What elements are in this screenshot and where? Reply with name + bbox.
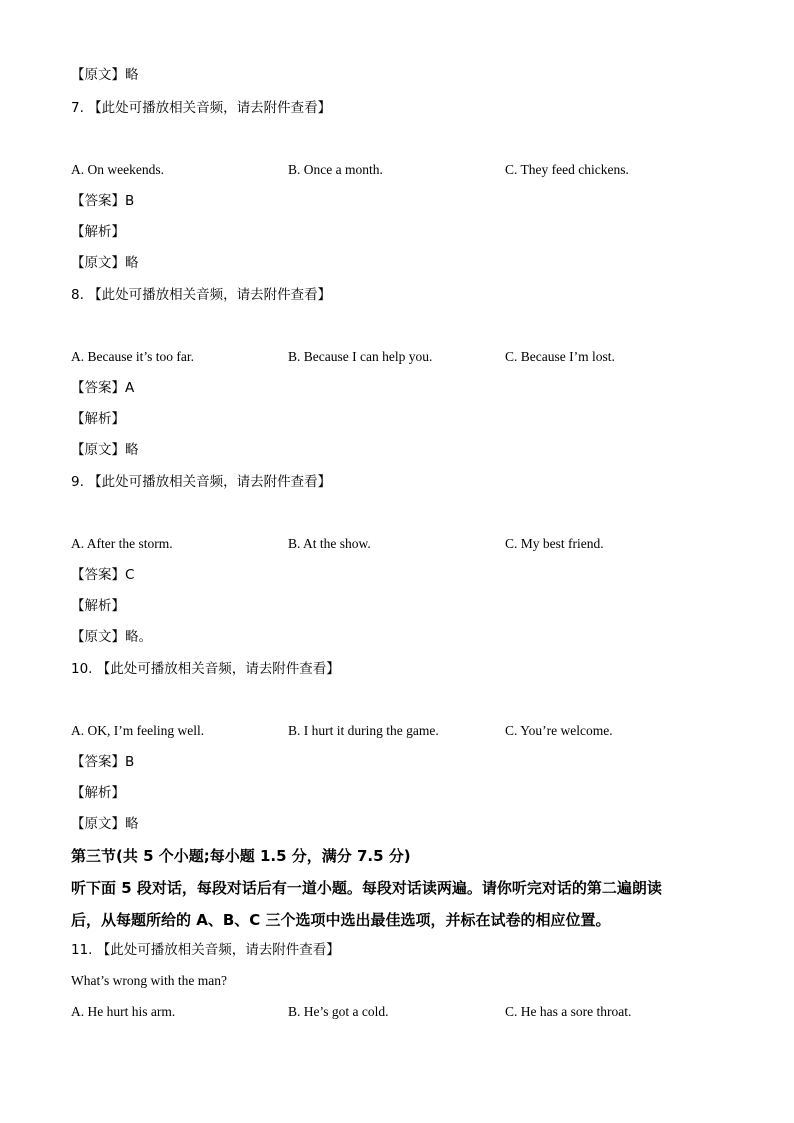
q11-question: What’s wrong with the man? (71, 973, 227, 988)
q9-option-a: A. After the storm. (71, 536, 173, 551)
q10-prompt: 10. 【此处可播放相关音频，请去附件查看】 (71, 661, 340, 677)
q9-original: 【原文】略。 (71, 629, 152, 645)
q9-option-b: B. At the show. (288, 536, 371, 551)
q7-option-b: B. Once a month. (288, 162, 383, 177)
q11-option-a: A. He hurt his arm. (71, 1004, 176, 1019)
q8-answer: 【答案】A (71, 380, 135, 396)
q7-option-c: C. They feed chickens. (505, 162, 629, 177)
q9-analysis: 【解析】 (71, 598, 125, 614)
q9-option-c: C. My best friend. (505, 536, 604, 551)
q10-original: 【原文】略 (71, 816, 139, 832)
q10-answer: 【答案】B (71, 754, 135, 770)
section3-instruction-line2: 后，从每题所给的 A、B、C 三个选项中选出最佳选项，并标在试卷的相应位置。 (71, 911, 611, 929)
q8-analysis: 【解析】 (71, 411, 125, 427)
q7-answer: 【答案】B (71, 193, 135, 209)
q10-analysis: 【解析】 (71, 785, 125, 801)
section3-instruction-line1: 听下面 5 段对话，每段对话后有一道小题。每段对话读两遍。请你听完对话的第二遍朗读 (71, 879, 662, 897)
q7-analysis: 【解析】 (71, 224, 125, 240)
q10-option-a: A. OK, I’m feeling well. (71, 723, 205, 738)
q8-option-c: C. Because I’m lost. (505, 349, 615, 364)
q10-option-b: B. I hurt it during the game. (288, 723, 439, 738)
q11-option-b: B. He’s got a cold. (288, 1004, 389, 1019)
q10-option-c: C. You’re welcome. (505, 723, 613, 738)
q8-original: 【原文】略 (71, 442, 139, 458)
q9-prompt: 9. 【此处可播放相关音频，请去附件查看】 (71, 474, 332, 490)
q8-prompt: 8. 【此处可播放相关音频，请去附件查看】 (71, 287, 332, 303)
q9-answer: 【答案】C (71, 567, 135, 583)
q8-option-b: B. Because I can help you. (288, 349, 433, 364)
q7-option-a: A. On weekends. (71, 162, 164, 177)
q6-original: 【原文】略 (71, 67, 139, 83)
q8-option-a: A. Because it’s too far. (71, 349, 194, 364)
q11-option-c: C. He has a sore throat. (505, 1004, 632, 1019)
section3-title: 第三节(共 5 个小题;每小题 1.5 分，满分 7.5 分) (71, 847, 411, 865)
q7-prompt: 7. 【此处可播放相关音频，请去附件查看】 (71, 100, 332, 116)
q7-original: 【原文】略 (71, 255, 139, 271)
q11-prompt: 11. 【此处可播放相关音频，请去附件查看】 (71, 942, 340, 958)
